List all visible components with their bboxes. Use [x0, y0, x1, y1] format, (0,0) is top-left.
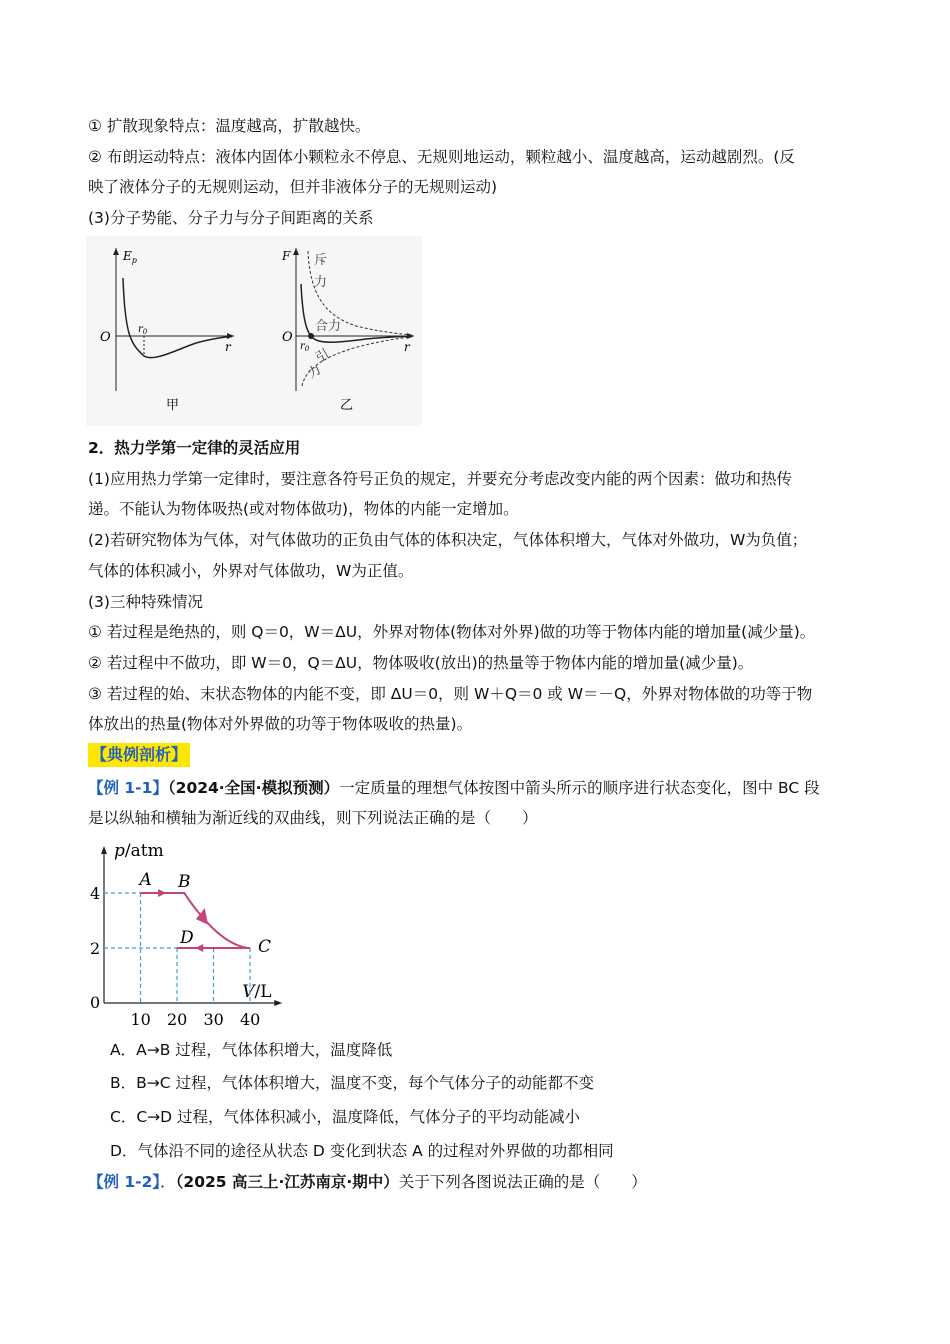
x-tick-40: 40 — [240, 1010, 261, 1029]
x-axis-label: V/L — [242, 982, 272, 1002]
f-axis-label: F — [282, 249, 291, 263]
text-case-2: ② 若过程中不做功，即 W＝0，Q＝ΔU，物体吸收(放出)的热量等于物体内能的增加量(减少量)。 — [88, 654, 754, 672]
text-law-2b: 气体的体积减小，外界对气体做功，W为正值。 — [88, 562, 414, 580]
x-tick-20: 20 — [167, 1010, 188, 1029]
text-law-2a: (2)若研究物体为气体，对气体做功的正负由气体的体积决定，气体体积增大，气体对外做功，W为负值； — [88, 531, 808, 549]
example-source: （2024·全国·模拟预测） — [167, 779, 340, 797]
example-1-1-text-2: 是以纵轴和横轴为渐近线的双曲线，则下列说法正确的是（ ） — [88, 809, 538, 827]
arrow-ab — [158, 889, 166, 897]
y-axis-label: p/atm — [114, 841, 164, 861]
text-diffusion: ① 扩散现象特点：温度越高，扩散越快。 — [88, 117, 371, 135]
origin-label-left: O — [100, 330, 111, 345]
example-text: 一定质量的理想气体按图中箭头所示的顺序进行状态变化，图中 BC 段 — [339, 779, 820, 797]
point-label-a: A — [139, 870, 152, 890]
text-law-1a: (1)应用热力学第一定律时，要注意各符号正负的规定，并要充分考虑改变内能的两个因素：做功和热传 — [88, 470, 792, 488]
r-axis-label-left: r — [225, 340, 231, 354]
example-label: 【例 1-1】 — [88, 779, 168, 797]
x-tick-30: 30 — [203, 1010, 224, 1029]
label-attract-2: 力 — [305, 362, 325, 382]
text-law-1b: 递。不能认为物体吸热(或对物体做功)，物体的内能一定增加。 — [88, 500, 519, 518]
label-net-force: 合力 — [315, 319, 342, 334]
example-2-source: （2025 高三上·江苏南京·期中） — [175, 1173, 399, 1191]
option-d[interactable]: D．气体沿不同的途径从状态 D 变化到状态 A 的过程对外界做的功都相同 — [110, 1142, 614, 1160]
example-1-2-header: 【例 1-2】．（2025 高三上·江苏南京·期中）关于下列各图说法正确的是（ ） — [88, 1173, 647, 1191]
label-repulsive-1: 斥 — [314, 253, 328, 268]
r-axis-label-right: r — [404, 340, 410, 354]
text-section-3: (3)分子势能、分子力与分子间距离的关系 — [88, 209, 374, 227]
r0-label-left: $r_0$ — [138, 324, 148, 336]
label-attract-1: 引 — [313, 346, 333, 366]
point-label-b: B — [178, 872, 191, 892]
ep-axis-label: $E_p$ — [123, 249, 137, 265]
text-case-3b: 体放出的热量(物体对外界做的功等于物体吸收的热量)。 — [88, 715, 473, 733]
caption-jia: 甲 — [166, 398, 180, 413]
y-axis-arrow — [101, 846, 107, 854]
point-label-c: C — [258, 937, 272, 957]
heading-first-law: 2．热力学第一定律的灵活应用 — [88, 439, 301, 457]
section-tag: 【典例剖析】 — [88, 743, 190, 767]
label-repulsive-2: 力 — [314, 275, 328, 290]
text-case-1: ① 若过程是绝热的，则 Q＝0，W＝ΔU，外界对物体(物体对外界)做的功等于物体内能的增加量(减少量)。 — [88, 623, 816, 641]
r0-label-right: $r_0$ — [300, 341, 310, 353]
text-case-3a: ③ 若过程的始、末状态物体的内能不变，即 ΔU＝0，则 W＋Q＝0 或 W＝－Q，外界对物体做的功等于物 — [88, 685, 813, 703]
example-2-label: 【例 1-2】 — [88, 1173, 161, 1191]
example-1-1-header — [88, 778, 820, 798]
caption-yi: 乙 — [340, 398, 354, 413]
x-axis-arrow — [274, 1000, 282, 1006]
arrow-cd — [195, 944, 203, 952]
y-tick-2: 2 — [90, 939, 101, 958]
point-label-d: D — [180, 928, 194, 948]
text-law-3: (3)三种特殊情况 — [88, 593, 203, 611]
pv-chart — [80, 838, 320, 1033]
x-tick-10: 10 — [130, 1010, 151, 1029]
origin-label-right: O — [282, 330, 293, 345]
text-brownian-1: ② 布朗运动特点：液体内固体小颗粒永不停息、无规则地运动，颗粒越小、温度越高，运动越剧烈。(反 — [88, 148, 795, 166]
molecular-force-figure — [86, 236, 422, 426]
option-b[interactable]: B．B→C 过程，气体体积增大，温度不变，每个气体分子的动能都不变 — [110, 1074, 595, 1092]
text-brownian-2: 映了液体分子的无规则运动，但并非液体分子的无规则运动) — [88, 178, 498, 196]
y-tick-0: 0 — [90, 993, 101, 1012]
example-2-text: 关于下列各图说法正确的是（ ） — [398, 1173, 647, 1191]
y-tick-4: 4 — [90, 884, 101, 903]
option-a[interactable]: A．A→B 过程，气体体积增大，温度降低 — [110, 1041, 393, 1059]
option-c[interactable]: C．C→D 过程，气体体积减小，温度降低，气体分子的平均动能减小 — [110, 1108, 581, 1126]
